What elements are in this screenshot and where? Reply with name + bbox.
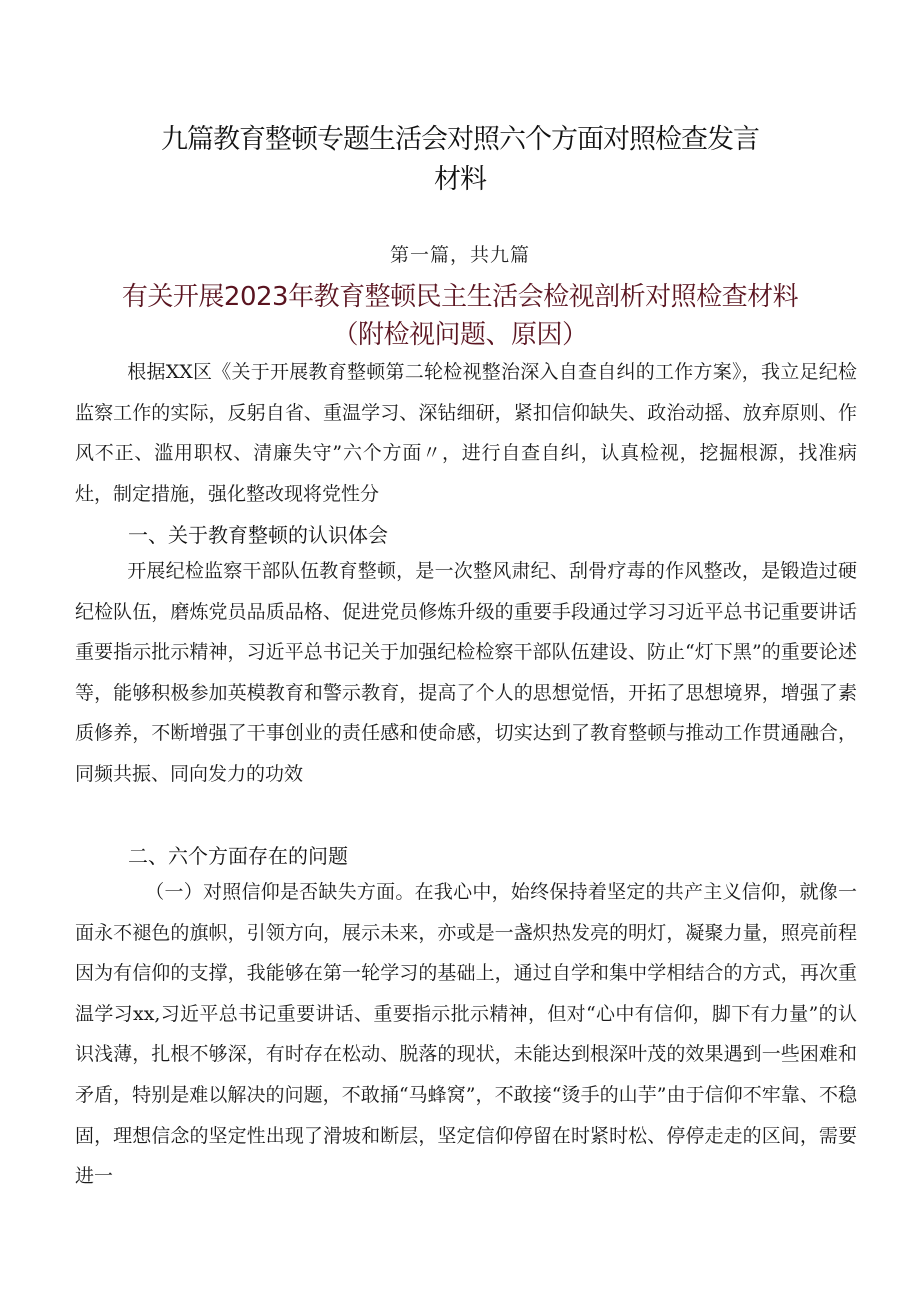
document-title-line2: 材料 bbox=[434, 164, 486, 195]
subtitle-line2: （附检视问题、原因） bbox=[332, 320, 588, 350]
section2-paragraph bbox=[75, 872, 857, 1197]
intro-paragraph-text: 根据XX区《关于开展教育整顿第二轮检视整治深入自查自纠的工作方案》，我立足纪检监察工作的实际，反躬自省、重温学习、深钻细研，紧扣信仰缺失、政治动摇、放弃原则、作风不正、滥用职权、清廉失守”六个方面〃，进行自查自纠，认真检视，挖掘根源，找准病灶，制定措施，强化整改现将党性分 bbox=[75, 361, 857, 505]
subtitle-line1: 有关开展2023年教育整顿民主生活会检视剖析对照检查材料 bbox=[121, 282, 799, 312]
document-title-line1: 九篇教育整顿专题生活会对照六个方面对照检查发言 bbox=[161, 124, 759, 155]
section1-heading: 一、关于教育整顿的认识体会 bbox=[128, 523, 388, 547]
part-label: 第一篇，共九篇 bbox=[389, 244, 530, 266]
section2-paragraph-text: （一）对照信仰是否缺失方面。在我心中，始终保持着坚定的共产主义信仰，就像一面永不褪色的旗帜，引领方向，展示未来，亦或是一盏炽热发亮的明灯，凝聚力量，照亮前程因为有信仰的支撑，我能够在第一轮学习的基础上，通过自学和集中学相结合的方式，再次重温学习xx,习近平总书记重要讲话、重要指示批示精神，但对“心中有信仰，脚下有力量”的认识浅薄，扎根不够深，有时存在松动、脱落的现状，未能达到根深叶茂的效果遇到一些困难和矛盾，特别是难以解决的问题，不敢捅“马蜂窝”，不敢接“烫手的山芋”由于信仰不牢靠、不稳固，理想信念的坚定性出现了滑坡和断层，坚定信仰停留在时紧时松、停停走走的区间，需要进一 bbox=[75, 881, 857, 1188]
intro-paragraph bbox=[75, 352, 857, 514]
section1-paragraph-text: 开展纪检监察干部队伍教育整顿，是一次整风肃纪、刮骨疗毒的作风整改，是锻造过硬纪检队伍，磨炼党员品质品格、促进党员修炼升级的重要手段通过学习习近平总书记重要讲话重要指示批示精神，习近平总书记关于加强纪检检察干部队伍建设、防止“灯下黑”的重要论述等，能够积极参加英模教育和警示教育，提高了个人的思想觉悟，开拓了思想境界，增强了素质修养，不断增强了干事创业的责任感和使命感，切实达到了教育整顿与推动工作贯通融合，同频共振、同向发力的功效 bbox=[75, 560, 857, 785]
section1-paragraph bbox=[75, 551, 857, 795]
section2-heading: 二、六个方面存在的问题 bbox=[128, 844, 348, 868]
